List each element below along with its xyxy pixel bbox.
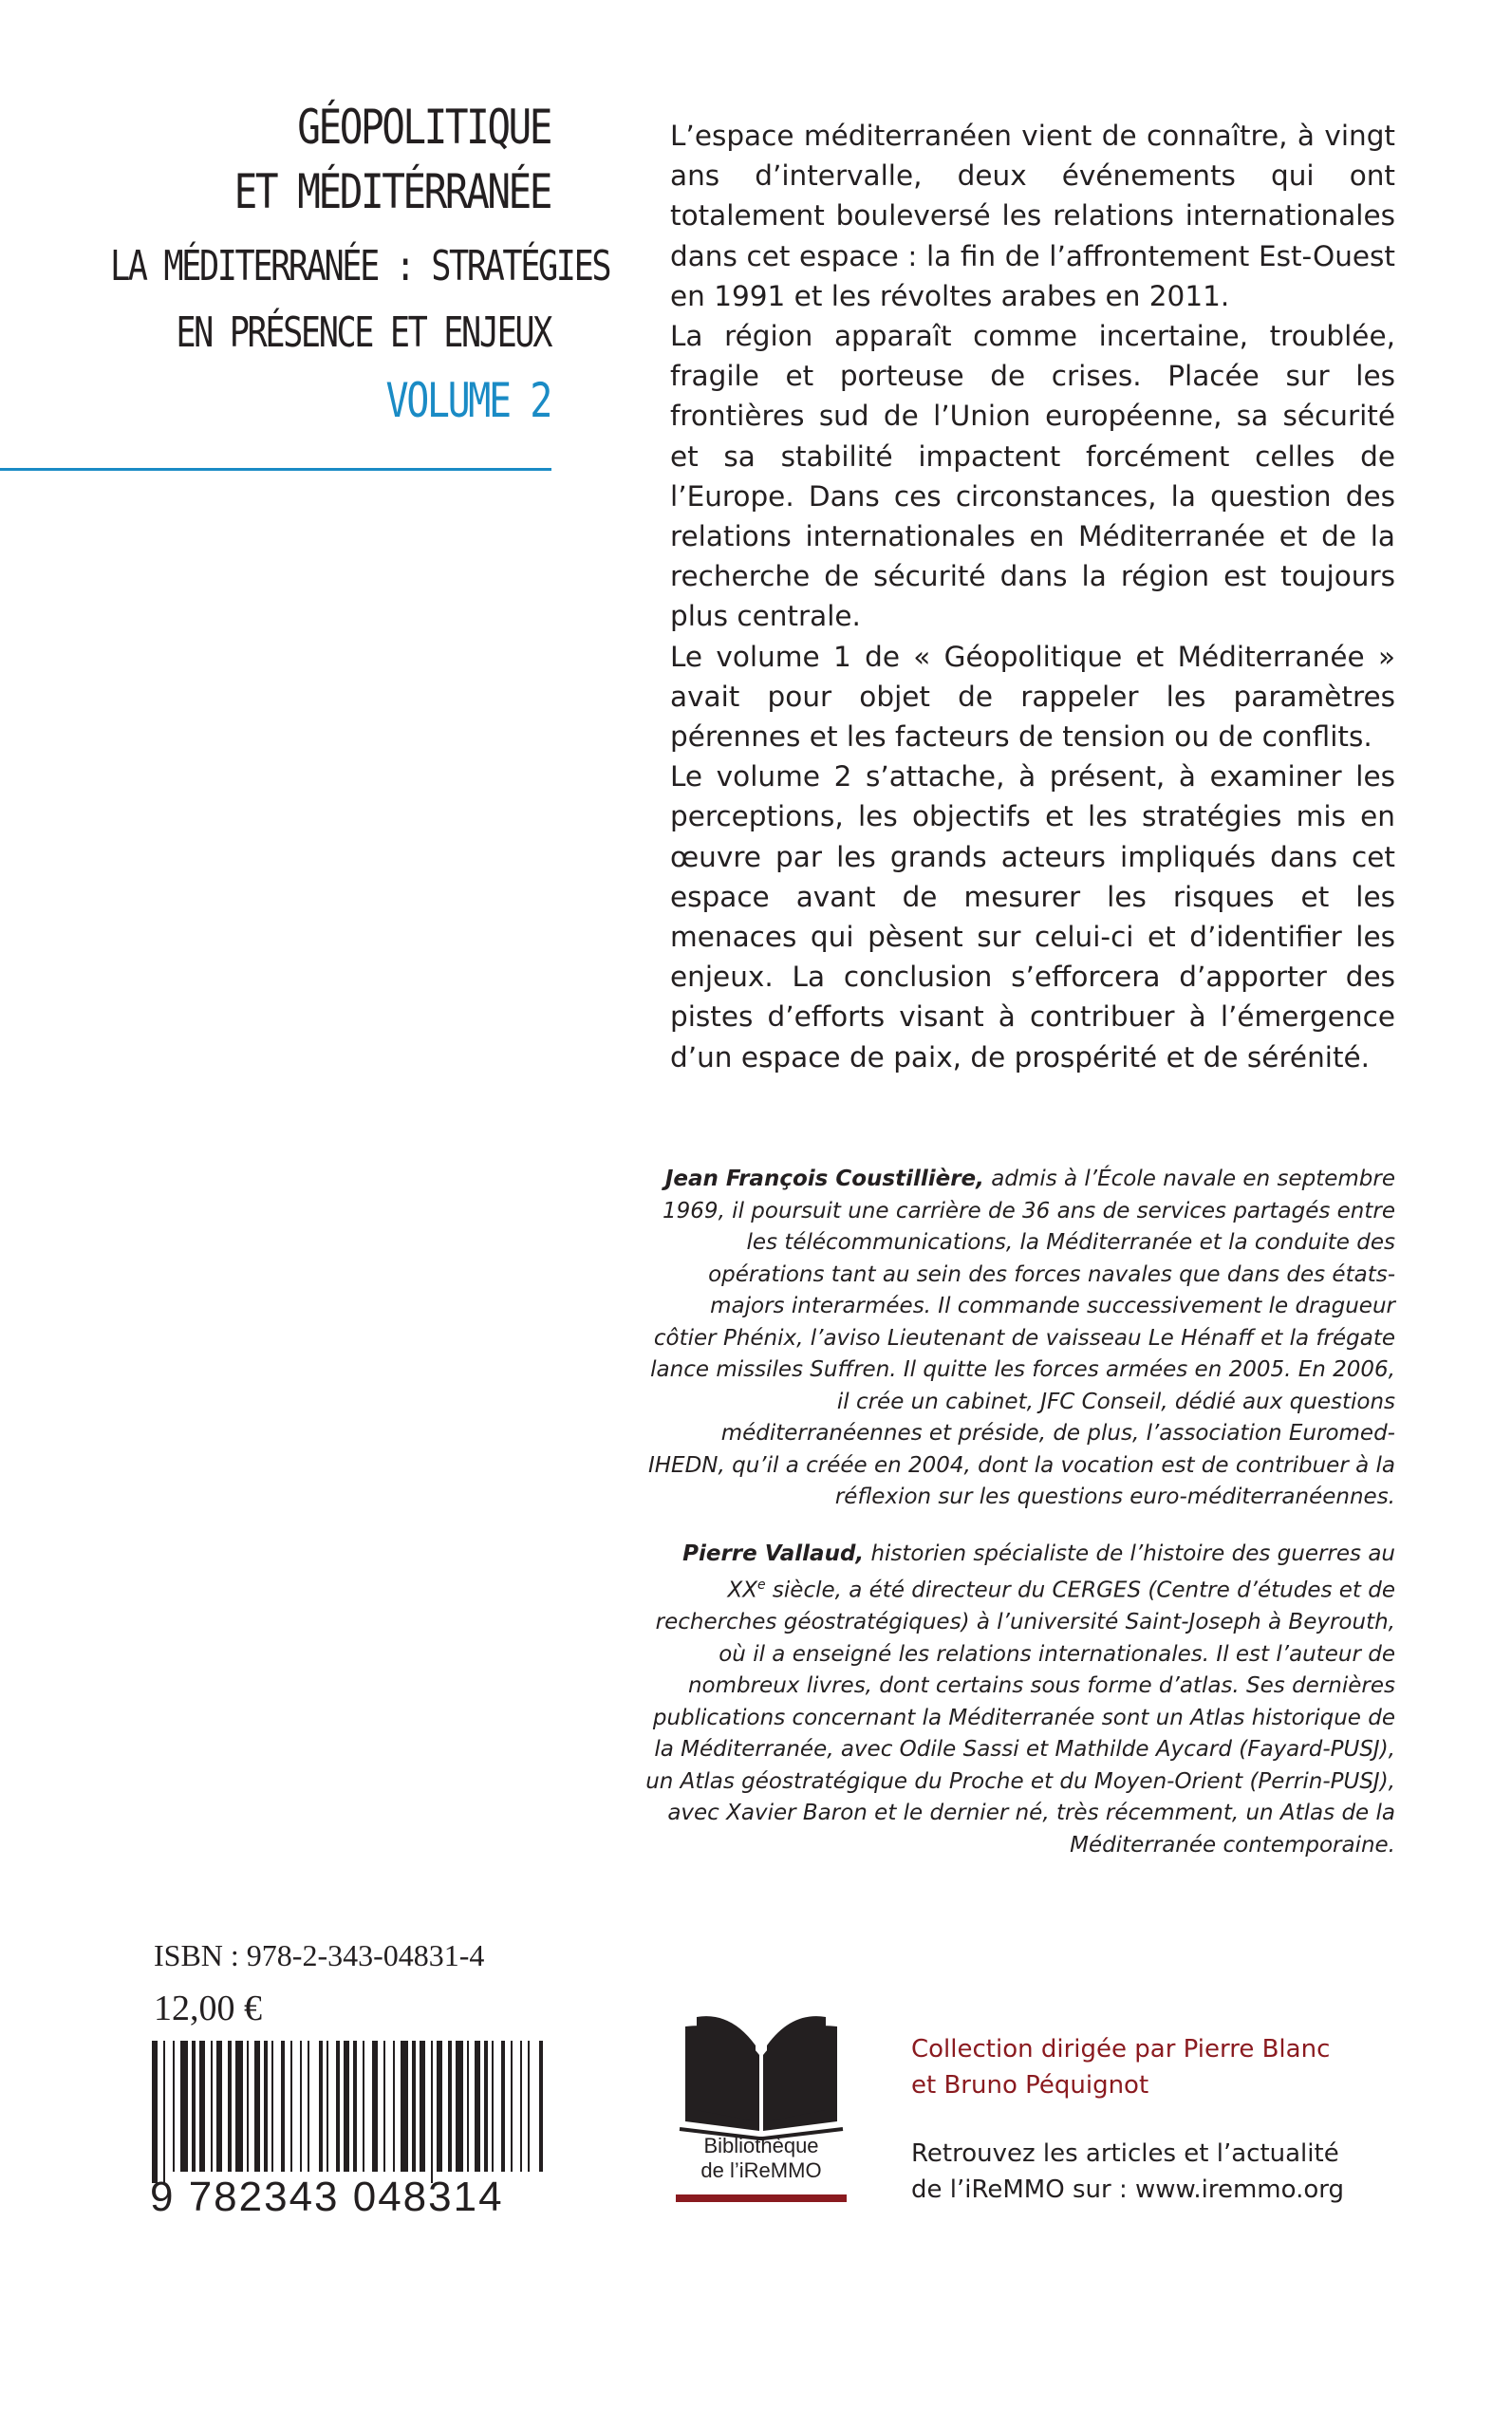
- website-line-2: de l’iReMMO sur : www.iremmo.org: [911, 2176, 1344, 2204]
- barcode-icon: [150, 2041, 549, 2269]
- logo-label: [676, 2134, 847, 2183]
- title-line-2: ET MÉDITÉRRANÉE: [233, 164, 551, 219]
- author-2-text-b: siècle, a été directeur du CERGES (Centre d’études et de recherches géostratégiques) à l’université Saint-Joseph à Beyrouth, où il a enseigné les relations internationales. Il est l’auteur de nombreux livres, dont certains sous forme d’atlas. Ses dernières publications concernant la Méditerranée sont un Atlas historique de la Méditerranée, avec Odile Sassi et Mathilde Aycard (Fayard-PUSJ), un Atlas géostratégique du Proche et du Moyen-Orient (Perrin-PUSJ), avec Xavier Baron et le dernier né, très récemment, un Atlas de la Méditerranée contemporaine.: [645, 1578, 1395, 1858]
- volume-label: VOLUME 2: [385, 373, 551, 428]
- price: 12,00 €: [154, 1989, 262, 2028]
- barcode-digits: 9 782343 048314: [150, 2174, 504, 2220]
- title-block: [0, 95, 610, 435]
- blurb-paragraph-3: Le volume 1 de « Géopolitique et Méditerranée » avait pour objet de rappeler les paramètres pérennes et les facteurs de tension ou de conflits.: [670, 640, 1395, 754]
- author-1-name: Jean François Coustillière,: [664, 1167, 984, 1191]
- logo-label-line-2: de l’iReMMO: [700, 2158, 822, 2182]
- collection-line-2: et Bruno Péquignot: [911, 2071, 1149, 2100]
- subtitle-line-2: EN PRÉSENCE ET ENJEUX: [176, 308, 551, 357]
- back-cover-blurb: [670, 116, 1395, 1077]
- author-bio-2: [645, 1539, 1395, 1862]
- author-2-name: Pierre Vallaud,: [682, 1541, 865, 1566]
- author-2-text-a: historien spécialiste de l’histoire des guerres au XX: [727, 1541, 1395, 1603]
- collection-credit: [911, 2031, 1424, 2103]
- collection-line-1: Collection dirigée par Pierre Blanc: [911, 2035, 1331, 2064]
- century-superscript: e: [756, 1578, 766, 1593]
- blurb-paragraph-4: Le volume 2 s’attache, à présent, à examiner les perceptions, les objectifs et les stratégies mis en œuvre par les grands acteurs impliqués dans cet espace avant de mesurer les risques et les menaces qui pèsent sur celui-ci et d’identifier les enjeux. La conclusion s’efforcera d’apporter des pistes d’efforts visant à contribuer à l’émergence d’un espace de paix, de prospérité et de sérénité.: [670, 760, 1395, 1074]
- isbn: ISBN : 978-2-343-04831-4: [154, 1938, 485, 1972]
- author-bios: [645, 1164, 1395, 1861]
- blurb-paragraph-2: La région apparaît comme incertaine, troublée, fragile et porteuse de crises. Placée sur les frontières sud de l’Union européenne, sa sécurité et sa stabilité impactent forcément celles de l’Europe. Dans ces circonstances, la question des relations internationales en Méditerranée et de la recherche de sécurité dans la région est toujours plus centrale.: [670, 320, 1395, 633]
- website-note: [911, 2136, 1424, 2208]
- title-line-1: GÉOPOLITIQUE: [297, 100, 551, 155]
- subtitle-line-1: LA MÉDITERRANÉE : STRATÉGIES: [110, 242, 610, 290]
- title-divider: [0, 468, 551, 471]
- logo-label-line-1: Bibliothèque: [703, 2134, 819, 2157]
- blurb-paragraph-1: L’espace méditerranéen vient de connaître, à vingt ans d’intervalle, deux événements qui ont totalement bouleversé les relations internationales dans cet espace : la fin de l’affrontement Est-Ouest en 1991 et les révoltes arabes en 2011.: [670, 120, 1395, 312]
- author-bio-1: [645, 1164, 1395, 1514]
- website-line-1: Retrouvez les articles et l’actualité: [911, 2139, 1339, 2168]
- logo-underline: [676, 2194, 847, 2202]
- author-1-text: admis à l’École navale en septembre 1969, il poursuit une carrière de 36 ans de services partagés entre les télécommunications, la Méditerranée et la conduite des opérations tant au sein des forces navales que dans des états-majors interarmées. Il commande successivement le dragueur côtier Phénix, l’aviso Lieutenant de vaisseau Le Hénaff et la frégate lance missiles Suffren. Il quitte les forces armées en 2005. En 2006, il crée un cabinet, JFC Conseil, dédié aux questions méditerranéennes et préside, de plus, l’association Euromed-IHEDN, qu’il a créée en 2004, dont la vocation est de contribuer à la réflexion sur les questions euro-méditerranéennes.: [647, 1167, 1395, 1509]
